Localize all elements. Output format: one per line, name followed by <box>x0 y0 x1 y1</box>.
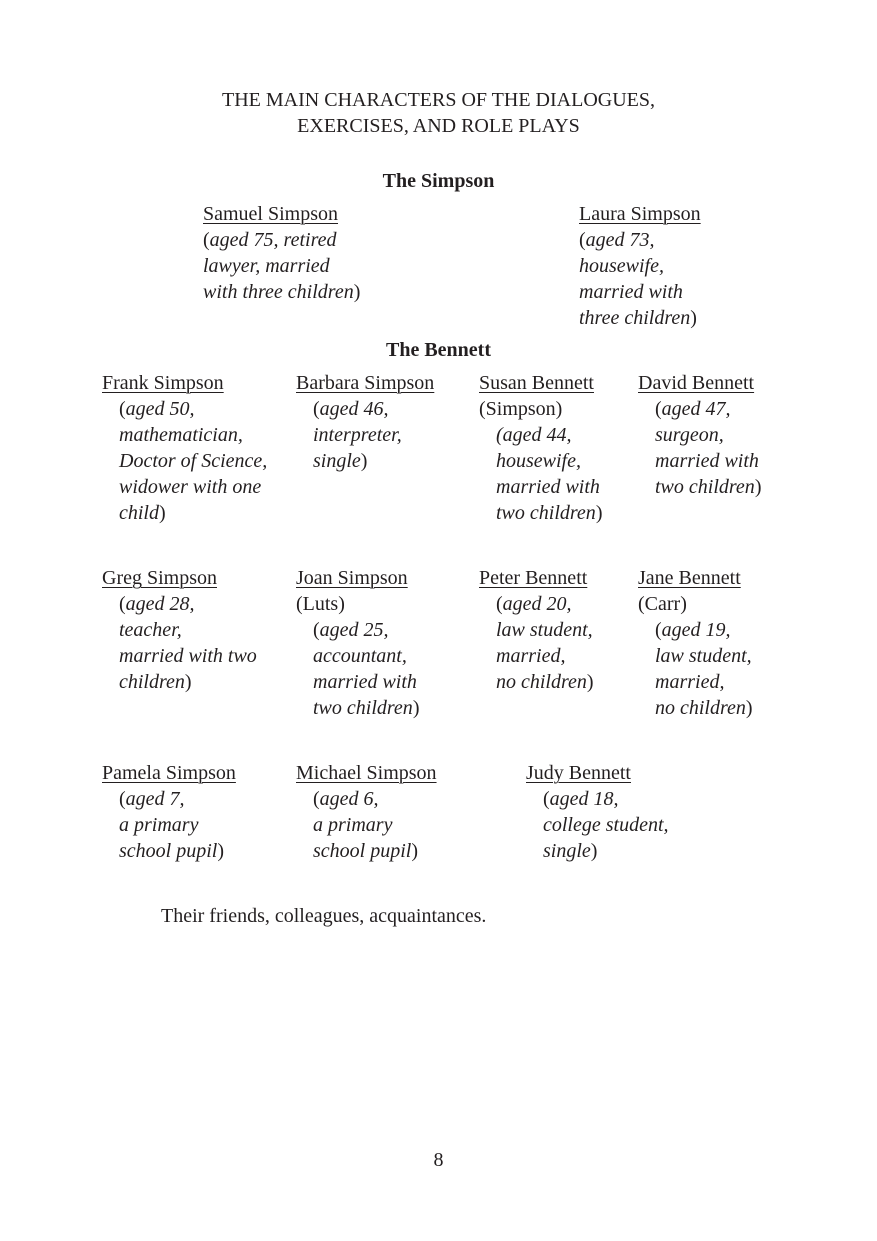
character-detail: children <box>119 671 185 693</box>
character-frank-simpson: Frank Simpson (aged 50, mathematician, Doctor of Science, widower with one child) <box>102 372 268 524</box>
character-joan-simpson: Joan Simpson (Luts) (aged 25, accountant, married with two children) <box>296 567 420 719</box>
character-detail: married with <box>655 450 759 472</box>
character-detail: married with <box>496 476 600 498</box>
character-detail: a primary <box>313 814 393 836</box>
character-detail: aged 7, <box>125 788 185 810</box>
character-detail: three children <box>579 307 691 329</box>
character-detail: married with <box>579 281 683 303</box>
character-detail: married with <box>313 671 417 693</box>
character-detail: two children <box>496 502 596 524</box>
character-detail: two children <box>313 697 413 719</box>
character-susan-bennett: Susan Bennett (Simpson) (aged 44, housewife, married with two children) <box>479 372 603 524</box>
character-name: Joan Simpson <box>296 567 408 589</box>
character-detail: aged 47, <box>661 398 731 420</box>
character-name: Pamela Simpson <box>102 762 236 784</box>
character-detail: aged 46, <box>319 398 389 420</box>
character-detail: child <box>119 502 159 524</box>
character-detail: law student, <box>655 645 752 667</box>
character-detail: single <box>543 840 591 862</box>
character-judy-bennett: Judy Bennett (aged 18, college student, single) <box>526 762 669 862</box>
maiden-name: (Simpson) <box>479 398 563 420</box>
character-detail: aged 50, <box>125 398 195 420</box>
character-detail: aged 25, <box>319 619 389 641</box>
character-detail: school pupil <box>119 840 218 862</box>
character-detail: two children <box>655 476 755 498</box>
character-name: Michael Simpson <box>296 762 437 784</box>
character-name: Susan Bennett <box>479 372 594 394</box>
character-name: Jane Bennett <box>638 567 741 589</box>
character-detail: married, <box>496 645 566 667</box>
character-name: Greg Simpson <box>102 567 217 589</box>
page-number: 8 <box>433 1149 444 1171</box>
character-detail: school pupil <box>313 840 412 862</box>
character-detail: aged 18, <box>549 788 619 810</box>
character-detail: surgeon, <box>655 424 724 446</box>
character-name: Peter Bennett <box>479 567 588 589</box>
character-detail: housewife, <box>496 450 581 472</box>
character-detail: accountant, <box>313 645 407 667</box>
character-detail: aged 20, <box>502 593 572 615</box>
page-title-line-1: THE MAIN CHARACTERS OF THE DIALOGUES, <box>222 89 655 111</box>
character-detail: a primary <box>119 814 199 836</box>
character-detail: mathematician, <box>119 424 243 446</box>
character-name: Frank Simpson <box>102 372 224 394</box>
character-name: Judy Bennett <box>526 762 631 784</box>
character-name: Barbara Simpson <box>296 372 435 394</box>
character-michael-simpson: Michael Simpson (aged 6, a primary school pupil) <box>296 762 437 862</box>
bennett-heading: The Bennett <box>386 339 491 361</box>
character-detail: Doctor of Science, <box>119 450 268 472</box>
character-detail: no children <box>655 697 746 719</box>
character-detail: teacher, <box>119 619 182 641</box>
character-name: David Bennett <box>638 372 755 394</box>
character-detail: law student, <box>496 619 593 641</box>
character-barbara-simpson: Barbara Simpson (aged 46, interpreter, single) <box>296 372 435 472</box>
simpson-heading: The Simpson <box>382 170 495 192</box>
page-title-line-2: EXERCISES, AND ROLE PLAYS <box>297 115 580 137</box>
character-name: Laura Simpson <box>579 203 701 225</box>
friends-note: Their friends, colleagues, acquaintances. <box>161 905 487 927</box>
character-laura-simpson: Laura Simpson (aged 73, housewife, married with three children) <box>579 203 701 329</box>
character-detail: single <box>313 450 361 472</box>
character-detail: lawyer, married <box>203 255 330 277</box>
character-samuel-simpson: Samuel Simpson (aged 75, retired lawyer, married with three children) <box>203 203 361 303</box>
character-greg-simpson: Greg Simpson (aged 28, teacher, married with two children) <box>102 567 257 693</box>
maiden-name: (Carr) <box>638 593 687 615</box>
character-detail: aged 28, <box>125 593 195 615</box>
character-detail: college student, <box>543 814 669 836</box>
character-detail: with three children <box>203 281 354 303</box>
character-david-bennett: David Bennett (aged 47, surgeon, married with two children) <box>638 372 762 498</box>
character-detail: no children <box>496 671 587 693</box>
character-detail: aged 6, <box>319 788 379 810</box>
character-detail: married, <box>655 671 725 693</box>
character-detail: aged 73, <box>585 229 655 251</box>
character-detail: aged 19, <box>661 619 731 641</box>
character-detail: (aged 44, <box>496 424 572 446</box>
character-pamela-simpson: Pamela Simpson (aged 7, a primary school pupil) <box>102 762 236 862</box>
character-detail: married with two <box>119 645 257 667</box>
character-detail: housewife, <box>579 255 664 277</box>
character-name: Samuel Simpson <box>203 203 339 225</box>
character-detail: widower with one <box>119 476 262 498</box>
character-detail: interpreter, <box>313 424 402 446</box>
maiden-name: (Luts) <box>296 593 345 615</box>
character-detail: aged 75, retired <box>209 229 337 251</box>
character-jane-bennett: Jane Bennett (Carr) (aged 19, law student, married, no children) <box>638 567 753 719</box>
character-peter-bennett: Peter Bennett (aged 20, law student, married, no children) <box>479 567 594 693</box>
